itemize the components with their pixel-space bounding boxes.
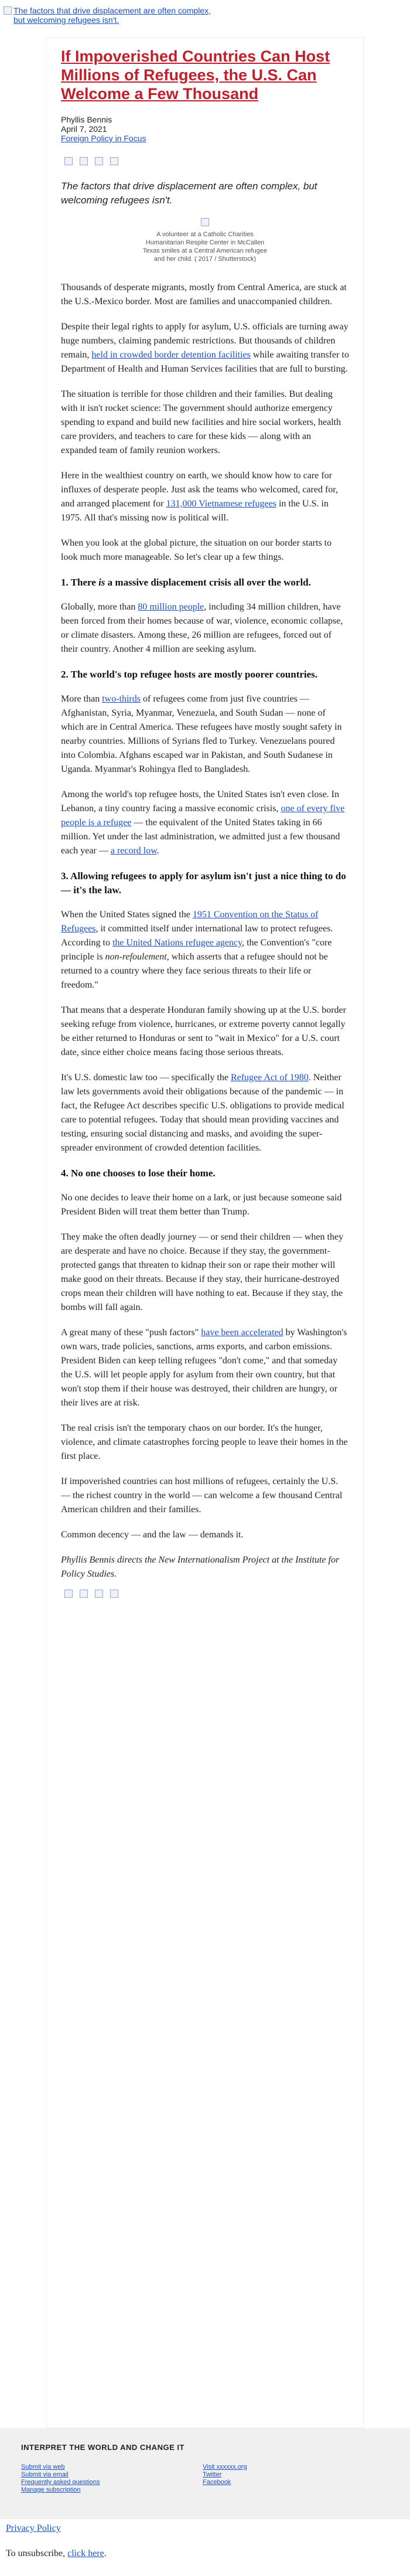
footer-link-twitter[interactable]: Twitter [203,2471,222,2478]
footer-link-submit-web[interactable]: Submit via web [21,2463,65,2470]
inline-link[interactable]: two-thirds [102,694,141,704]
author-name: Phyllis Bennis [61,115,112,124]
author-bio: Phyllis Bennis directs the New Internationalism Project at the Institute for Policy Studies. [61,1555,340,1579]
footer-link-facebook[interactable]: Facebook [203,2479,231,2486]
share-icon[interactable] [110,157,118,165]
privacy-policy-link[interactable]: Privacy Policy [6,2523,61,2533]
broken-image-icon [4,6,12,15]
inline-link[interactable]: 1951 Convention on the Status of Refugees [61,910,319,934]
section-heading: 4. No one chooses to lose their home. [61,1168,216,1179]
paragraph: Here in the wealthiest country on earth, we should know how to care for influxes of desperate people. Just ask the teams who welcomed, cared for, and arranged placement for 131,000 Vietnamese refugees in the U.S. in 1975. All that's missing now is political will. [61,471,338,523]
section-heading: 2. The world's top refugee hosts are mostly poorer countries. [61,669,318,680]
lead-photo-icon [201,218,209,226]
inline-link[interactable]: a record low [110,846,157,856]
share-icon[interactable] [80,157,88,165]
article-title-link[interactable]: If Impoverished Countries Can Host Millions of Refugees, the U.S. Can Welcome a Few Thousand [61,47,330,103]
footer-links-right [203,2463,247,2486]
inline-link[interactable]: 80 million people [138,602,204,612]
paragraph: Despite their legal rights to apply for asylum, U.S. officials are turning away huge numbers, claiming pandemic restrictions. But thousands of children remain, held in crowded border detention facilities while awaiting transfer to Department of Health and Human Services facilities that are full to bursting. [61,322,349,374]
inline-link[interactable]: Refugee Act of 1980 [230,1073,309,1083]
paragraph: The real crisis isn't the temporary chaos on our border. It's the hunger, violence, and climate catastrophes forcing people to leave their homes in the first place. [61,1423,348,1461]
paragraph: They make the often deadly journey — or send their children — when they are desperate and have no choice. Because if they stay, the government-protected gangs that threaten to kidnap their son or rape their mother will make good on their threats. Because if they stay, their hurricane-destroyed crops mean their children will have nothing to eat. Because if they stay, the bombs will fall again. [61,1232,344,1312]
article-title [61,47,349,103]
newsletter-footer [0,2428,410,2519]
paragraph: Thousands of desperate migrants, mostly from Central America, are stuck at the U.S.-Mexico border. Most are families and unaccompanied children. [61,283,347,307]
inline-link[interactable]: 131,000 Vietnamese refugees [166,499,276,509]
inline-link[interactable]: have been accelerated [201,1328,283,1338]
section-heading: 1. There is a massive displacement crisis all over the world. [61,577,311,588]
paragraph: That means that a desperate Honduran family showing up at the U.S. border seeking refuge from violence, hurricanes, or extreme poverty cannot legally be either returned to Honduras or sent to "wait in Mexico" for a U.S. court date, since either choice means facing those serious threats. [61,1005,346,1057]
share-icons-bottom [64,1590,349,1598]
paragraph: More than two-thirds of refugees come from just five countries — Afghanistan, Syria, Myanmar, Venezuela, and South Sudan — none of which are in Central America. These refugees have mostly sought safety in nearby countries. Millions of Syrians fled to Turkey. Venezuelans poured into Colombia. Afghans escaped war in Pakistan, and South Sudanese in Uganda. Myanmar's Rohingya fled to Bangladesh. [61,694,342,774]
footer-link-manage-subscription[interactable]: Manage subscription [21,2486,81,2493]
paragraph: Among the world's top refugee hosts, the United States isn't even close. In Lebanon, a tiny country facing a massive economic crisis, one of every five people is a refugee — the equivalent of the United States taking in 66 million. Yet under the last administration, we admitted just a few thousand each year — a record low. [61,790,345,856]
paragraph: No one decides to leave their home on a lark, or just because someone said President Biden will treat them better than Trump. [61,1193,342,1217]
share-icon[interactable] [80,1590,88,1598]
share-icon[interactable] [64,157,73,165]
share-icon[interactable] [95,1590,103,1598]
paragraph: Common decency — and the law — demands it. [61,1530,244,1540]
share-icon[interactable] [64,1590,73,1598]
header-image-alt-text: The factors that drive displacement are often complex, but welcoming refugees isn't. [13,6,211,25]
paragraph: When you look at the global picture, the situation on our border starts to look much more manageable. So let's clear up a few things. [61,538,332,562]
lead-figure [61,218,349,263]
article-subhead: The factors that drive displacement are often complex, but welcoming refugees isn't. [61,181,317,206]
inline-link[interactable]: the United Nations refugee agency [112,938,242,948]
article-card [46,37,364,2428]
byline [61,115,349,143]
inline-link[interactable]: one of every five people is a refugee [61,804,345,828]
share-icons-top [64,157,349,165]
paragraph: A great many of these "push factors" have been accelerated by Washington's own wars, trade policies, sanctions, arms exports, and carbon emissions. President Biden can keep telling refugees "don't come," and that someday the U.S. will let people apply for asylum from their own country, but that won't stop them if their house was destroyed, their children are hungry, or their lives are at risk. [61,1328,347,1408]
footer-link-visit-site[interactable]: Visit xxxxxx.org [203,2463,247,2470]
outlet-link[interactable]: Foreign Policy in Focus [61,134,146,143]
paragraph: The situation is terrible for those children and their families. But dealing with it isn't rocket science: The government should authorize emergency spending to expand and build new facilities and hire social workers, health care providers, and teachers to care for these kids — along with an expanded team of family reunion workers. [61,389,341,455]
paragraph: It's U.S. domestic law too — specifically the Refugee Act of 1980. Neither law lets governments avoid their obligations because of the pandemic — in fact, the Refugee Act describes specific U.S. obligations to provide medical care to potential refugees. Today that should mean providing vaccines and testing, ensuring social distancing and masks, and avoiding the super-spreader environment of crowded detention facilities. [61,1073,344,1153]
section-heading: 3. Allowing refugees to apply for asylum isn't just a nice thing to do — it's the law. [61,870,346,896]
footer-link-submit-email[interactable]: Submit via email [21,2471,69,2478]
share-icon[interactable] [110,1590,118,1598]
unsubscribe-link[interactable]: click here [67,2548,104,2558]
footer-link-faq[interactable]: Frequently asked questions [21,2479,100,2486]
paragraph: When the United States signed the 1951 Convention on the Status of Refugees, it committed itself under international law to protect refugees. According to the United Nations refugee agency, the Convention's "core principle is non-refoulement, which asserts that a refugee should not be returned to a country where they face serious threats to their life or freedom." [61,910,333,990]
share-icon[interactable] [95,157,103,165]
header-image-link[interactable] [4,6,214,25]
photo-caption: A volunteer at a Catholic Charities Humanitarian Respite Center in McCallen Texas smiles at a Central American refugee and her child. ( 2017 / Shutterstock) [142,231,268,263]
legal-section [6,2523,107,2561]
paragraph: Globally, more than 80 million people, including 34 million children, have been forced from their homes because of war, violence, economic collapse, or climate disasters. Among these, 26 million are refugees, forced out of their country. Another 4 million are seeking asylum. [61,602,343,654]
inline-link[interactable]: held in crowded border detention facilities [91,350,251,360]
footer-links-left [21,2463,100,2494]
unsubscribe-line: To unsubscribe, click here. [6,2548,107,2558]
footer-tagline: INTERPRET THE WORLD AND CHANGE IT [21,2443,184,2452]
publish-date: April 7, 2021 [61,124,107,134]
paragraph: If impoverished countries can host millions of refugees, certainly the U.S. — the richest country in the world — can welcome a few thousand Central American children and their families. [61,1476,343,1515]
